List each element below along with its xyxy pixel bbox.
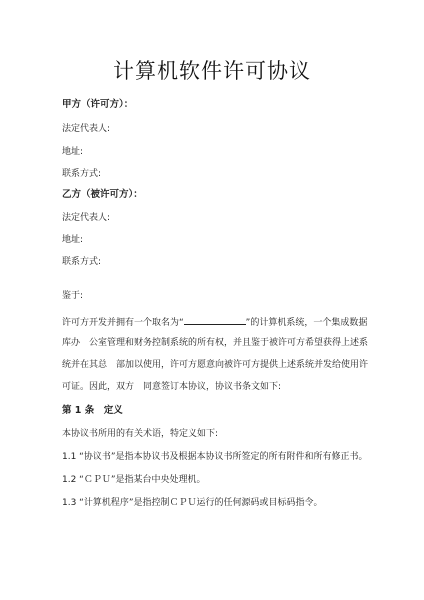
intro-line-1-start: 许可方开发并拥有一个取名为“ xyxy=(62,318,184,328)
whereas-label: 鉴于: xyxy=(62,291,84,301)
party-b-heading: 乙方（被许可方）： xyxy=(62,189,143,200)
party-a-address: 地址: xyxy=(62,147,84,157)
party-a-representative: 法定代表人: xyxy=(62,124,111,134)
intro-line-4: 可证。因此，双方 同意签订本协议，协议书条文如下: xyxy=(62,382,282,392)
party-b-address: 地址: xyxy=(62,235,84,245)
definition-item: 1.3 “计算机程序”是指控制ＣＰＵ运行的任何源码或目标码指令。 xyxy=(62,498,323,508)
article-1-heading: 第 1 条 定义 xyxy=(62,405,123,416)
party-b-representative: 法定代表人: xyxy=(62,213,111,223)
party-b-contact: 联系方式: xyxy=(62,257,102,267)
intro-line-1 xyxy=(62,315,367,329)
intro-line-2: 库办 公室管理和财务控制系统的所有权，并且鉴于被许可方希望获得上述系 xyxy=(62,338,369,348)
party-a-contact: 联系方式: xyxy=(62,169,102,179)
party-a-heading: 甲方（许可方）： xyxy=(62,99,134,110)
article-1-intro: 本协议书所用的有关术语，特定义如下: xyxy=(62,429,219,439)
definition-item: 1.2 “ＣＰＵ”是指某台中央处理机。 xyxy=(62,475,206,485)
definition-item: 1.1 “协议书”是指本协议书及根据本协议书所签定的所有附件和所有修正书。 xyxy=(62,452,368,462)
system-name-blank xyxy=(184,315,246,325)
intro-line-1-end: ”的计算机系统，一个集成数据 xyxy=(245,318,368,328)
document-title: 计算机软件许可协议 xyxy=(113,59,311,83)
intro-line-3: 统并在其总 部加以使用，许可方愿意向被许可方提供上述系统并发给使用许 xyxy=(62,360,369,370)
